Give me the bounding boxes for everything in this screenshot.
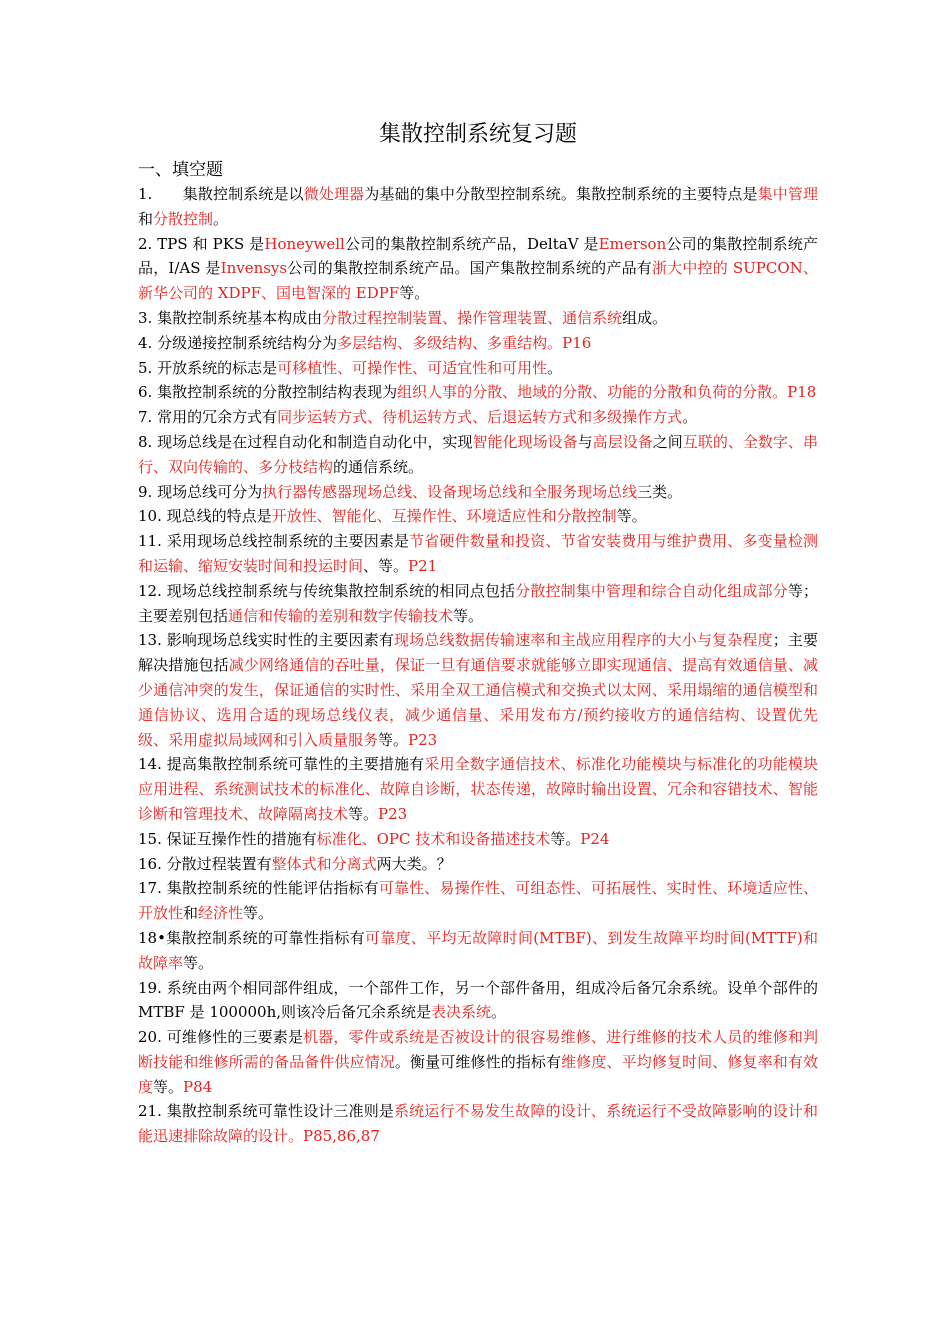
answer-text: 整体式和分离式 [271,854,377,873]
question-text: 18•集散控制系统的可靠性指标有 [138,928,366,947]
answer-text: 可靠性、易操作性、可组态性、可拓展性、实时性、环境适应性、开放性 [138,879,818,923]
question-text: 等。 [399,284,430,303]
question-item [138,504,818,529]
answer-text: 开放性、智能化、互操作性、环境适应性和分散控制 [271,507,617,526]
answer-text: 采用全数字通信技术、标准化功能模块与标准化的功能模块应用进程、系统测试技术的标准化、故障自诊断，状态传递，故障时输出设置、冗余和容错技术、智能诊断和管理技术、故障隔离技术 [138,755,818,823]
question-item [138,1025,818,1099]
question-item [138,356,818,381]
question-item [138,380,818,405]
question-text: 12. 现场总线控制系统与传统集散控制系统的相同点包括 [138,581,516,600]
question-text: 两大类。？ [376,854,452,873]
question-item [138,331,818,356]
answer-text: P24 [580,829,610,848]
answer-text: 维修度、平均修复时间、修复率和有效度 [138,1052,818,1096]
question-text: 14. 提高集散控制系统可靠性的主要措施有 [138,755,425,774]
question-item [138,480,818,505]
question-text: 4. 分级递接控制系统结构分为 [138,333,338,352]
answer-text: P23 [378,804,408,823]
question-text: 与 [577,432,593,451]
answer-text: Emerson [598,234,667,253]
question-text: 和 [183,904,199,923]
question-text: 9. 现场总线可分为 [138,482,263,501]
answer-text: 浙大中控的 SUPCON、新华公司的 XDPF、国电智深的 EDPF [138,259,818,303]
question-text: 。 [682,408,698,427]
question-text: 19. 系统由两个相同部件组成，一个部件工作，另一个部件备用，组成冷后备冗余系统。设单个部件的 MTBF 是 100000h,则该冷后备冗余系统是 [138,978,818,1022]
question-text: 等。 [243,904,274,923]
answer-text: Invensys [220,259,288,278]
question-text: 。衡量可维修性的指标有 [394,1052,562,1071]
answer-text: 可移植性、可操作性、可适宜性和可用性 [277,358,548,377]
question-text: 等。 [550,829,581,848]
answer-text: 分散控制 [153,209,214,228]
question-text: 1. 集散控制系统是以 [138,185,304,203]
question-item [138,232,818,306]
question-item [138,852,818,877]
question-text: 15. 保证互操作性的措施有 [138,829,317,848]
question-text: 。 [547,358,563,377]
question-text: 10. 现总线的特点是 [138,507,272,526]
question-text: 等；主要差别包括 [138,581,818,625]
question-item [138,876,818,926]
question-item [138,405,818,430]
answer-text: P21 [408,556,438,575]
answer-text: 经济性 [198,904,244,923]
question-text: 等。 [153,1077,184,1096]
answer-text: 集中管理 [757,185,818,203]
answer-text: P23 [408,730,438,749]
question-item [138,306,818,331]
question-text: 3. 集散控制系统基本构成由 [138,308,323,327]
document-title: 集散控制系统复习题 [378,122,577,147]
question-text: 等。 [616,507,647,526]
question-text: 6. 集散控制系统的分散控制结构表现为 [138,383,398,402]
question-text: 。 [491,1003,507,1022]
question-text: 等。 [453,606,484,625]
question-text: 5. 开放系统的标志是 [138,358,278,377]
question-text: 之间 [652,432,683,451]
question-item [138,976,818,1026]
answer-text: 机器，零件或系统是否被设计的很容易维修、进行维修的技术人员的维修和判断技能和维修所需的备品备件供应情况 [138,1028,818,1071]
question-text: 16. 分散过程装置有 [138,854,272,873]
question-text: 公司的集散控制系统产品，I/AS 是 [138,234,818,278]
question-text: 为基础的集中分散型控制系统。集散控制系统的主要特点是 [364,185,758,203]
question-item [138,752,818,826]
answer-text: 执行器传感器现场总线、设备现场总线和全服务现场总线 [262,482,638,501]
answer-text: 微处理器 [303,185,365,203]
question-list [138,182,818,1149]
answer-text: Honeywell [264,234,345,253]
question-item [138,926,818,976]
question-text: 7. 常用的冗余方式有 [138,408,278,427]
question-text: 。 [213,209,229,228]
answer-text: 系统运行不易发生故障的设计、系统运行不受故障影响的设计和能迅速排除故障的设计。P85,86,87 [138,1102,818,1146]
answer-text: P84 [183,1077,213,1096]
answer-text: 节省硬件数量和投资、节省安装费用与维护费用、多变量检测和运输、缩短安装时间和投运时间 [138,532,818,575]
question-item [138,628,818,752]
question-item [138,182,818,232]
answer-text: 多层结构、多级结构、多重结构。P16 [337,333,592,352]
question-item [138,1099,818,1149]
question-text: 等。 [183,953,214,972]
question-text: 三类。 [637,482,683,501]
answer-text: 现场总线数据传输速率和主战应用程序的大小与复杂程度 [394,631,773,650]
answer-text: 高层设备 [592,432,653,451]
question-text: 2. TPS 和 PKS 是 [138,234,265,253]
question-item [138,827,818,852]
answer-text: 表决系统 [431,1003,492,1022]
answer-text: 组织人事的分散、地域的分散、功能的分散和负荷的分散。P18 [397,383,817,402]
question-text: 的通信系统。 [333,457,424,476]
answer-text: 减少网络通信的吞吐量，保证一旦有通信要求就能够立即实现通信、提高有效通信量、减少通信冲突的发生，保证通信的实时性、采用全双工通信模式和交换式以太网、采用塌缩的通信模型和通信协议、选用合适的现场总线仪表，减少通信量、采用发布方/预约接收方的通信结构、设置优先级、采用虚拟局域网和引入质量服务 [138,656,818,749]
answer-text: 同步运转方式、待机运转方式、后退运转方式和多级操作方式 [277,408,683,427]
question-text: 8. 现场总线是在过程自动化和制造自动化中，实现 [138,432,473,451]
question-item [138,579,818,629]
question-text: 17. 集散控制系统的性能评估指标有 [138,879,379,898]
answer-text: 智能化现场设备 [472,432,578,451]
question-text: 和 [138,209,154,228]
section-heading: 一、填空题 [138,160,223,180]
question-text: 等。 [348,804,379,823]
question-item [138,529,818,579]
question-text: ；主要解决措施包括 [138,631,818,675]
answer-text: 通信和传输的差别和数字传输技术 [228,606,454,625]
answer-text: 分散过程控制装置、操作管理装置、通信系统 [322,308,623,327]
document-page [138,118,818,1149]
question-text: 等。 [378,730,409,749]
answer-text: 可靠度、平均无故障时间(MTBF)、到发生故障平均时间(MTTF)和故障率 [138,928,819,972]
question-text: 、等。 [363,556,409,575]
answer-text: 标准化、OPC 技术和设备描述技术 [316,829,551,848]
question-text: 21. 集散控制系统可靠性设计三准则是 [138,1102,394,1121]
question-text: 公司的集散控制系统产品。国产集散控制系统的产品有 [287,259,652,278]
answer-text: 分散控制集中管理和综合自动化组成部分 [515,581,788,600]
question-item [138,430,818,480]
answer-text: 互联的、全数字、串行、双向传输的、多分枝结构 [138,432,818,476]
question-text: 11. 采用现场总线控制系统的主要因素是 [138,532,410,551]
question-text: 20. 可维修性的三要素是 [138,1028,304,1047]
question-text: 组成。 [622,308,668,327]
question-text: 13. 影响现场总线实时性的主要因素有 [138,631,394,650]
question-text: 公司的集散控制系统产品，DeltaV 是 [344,234,599,253]
